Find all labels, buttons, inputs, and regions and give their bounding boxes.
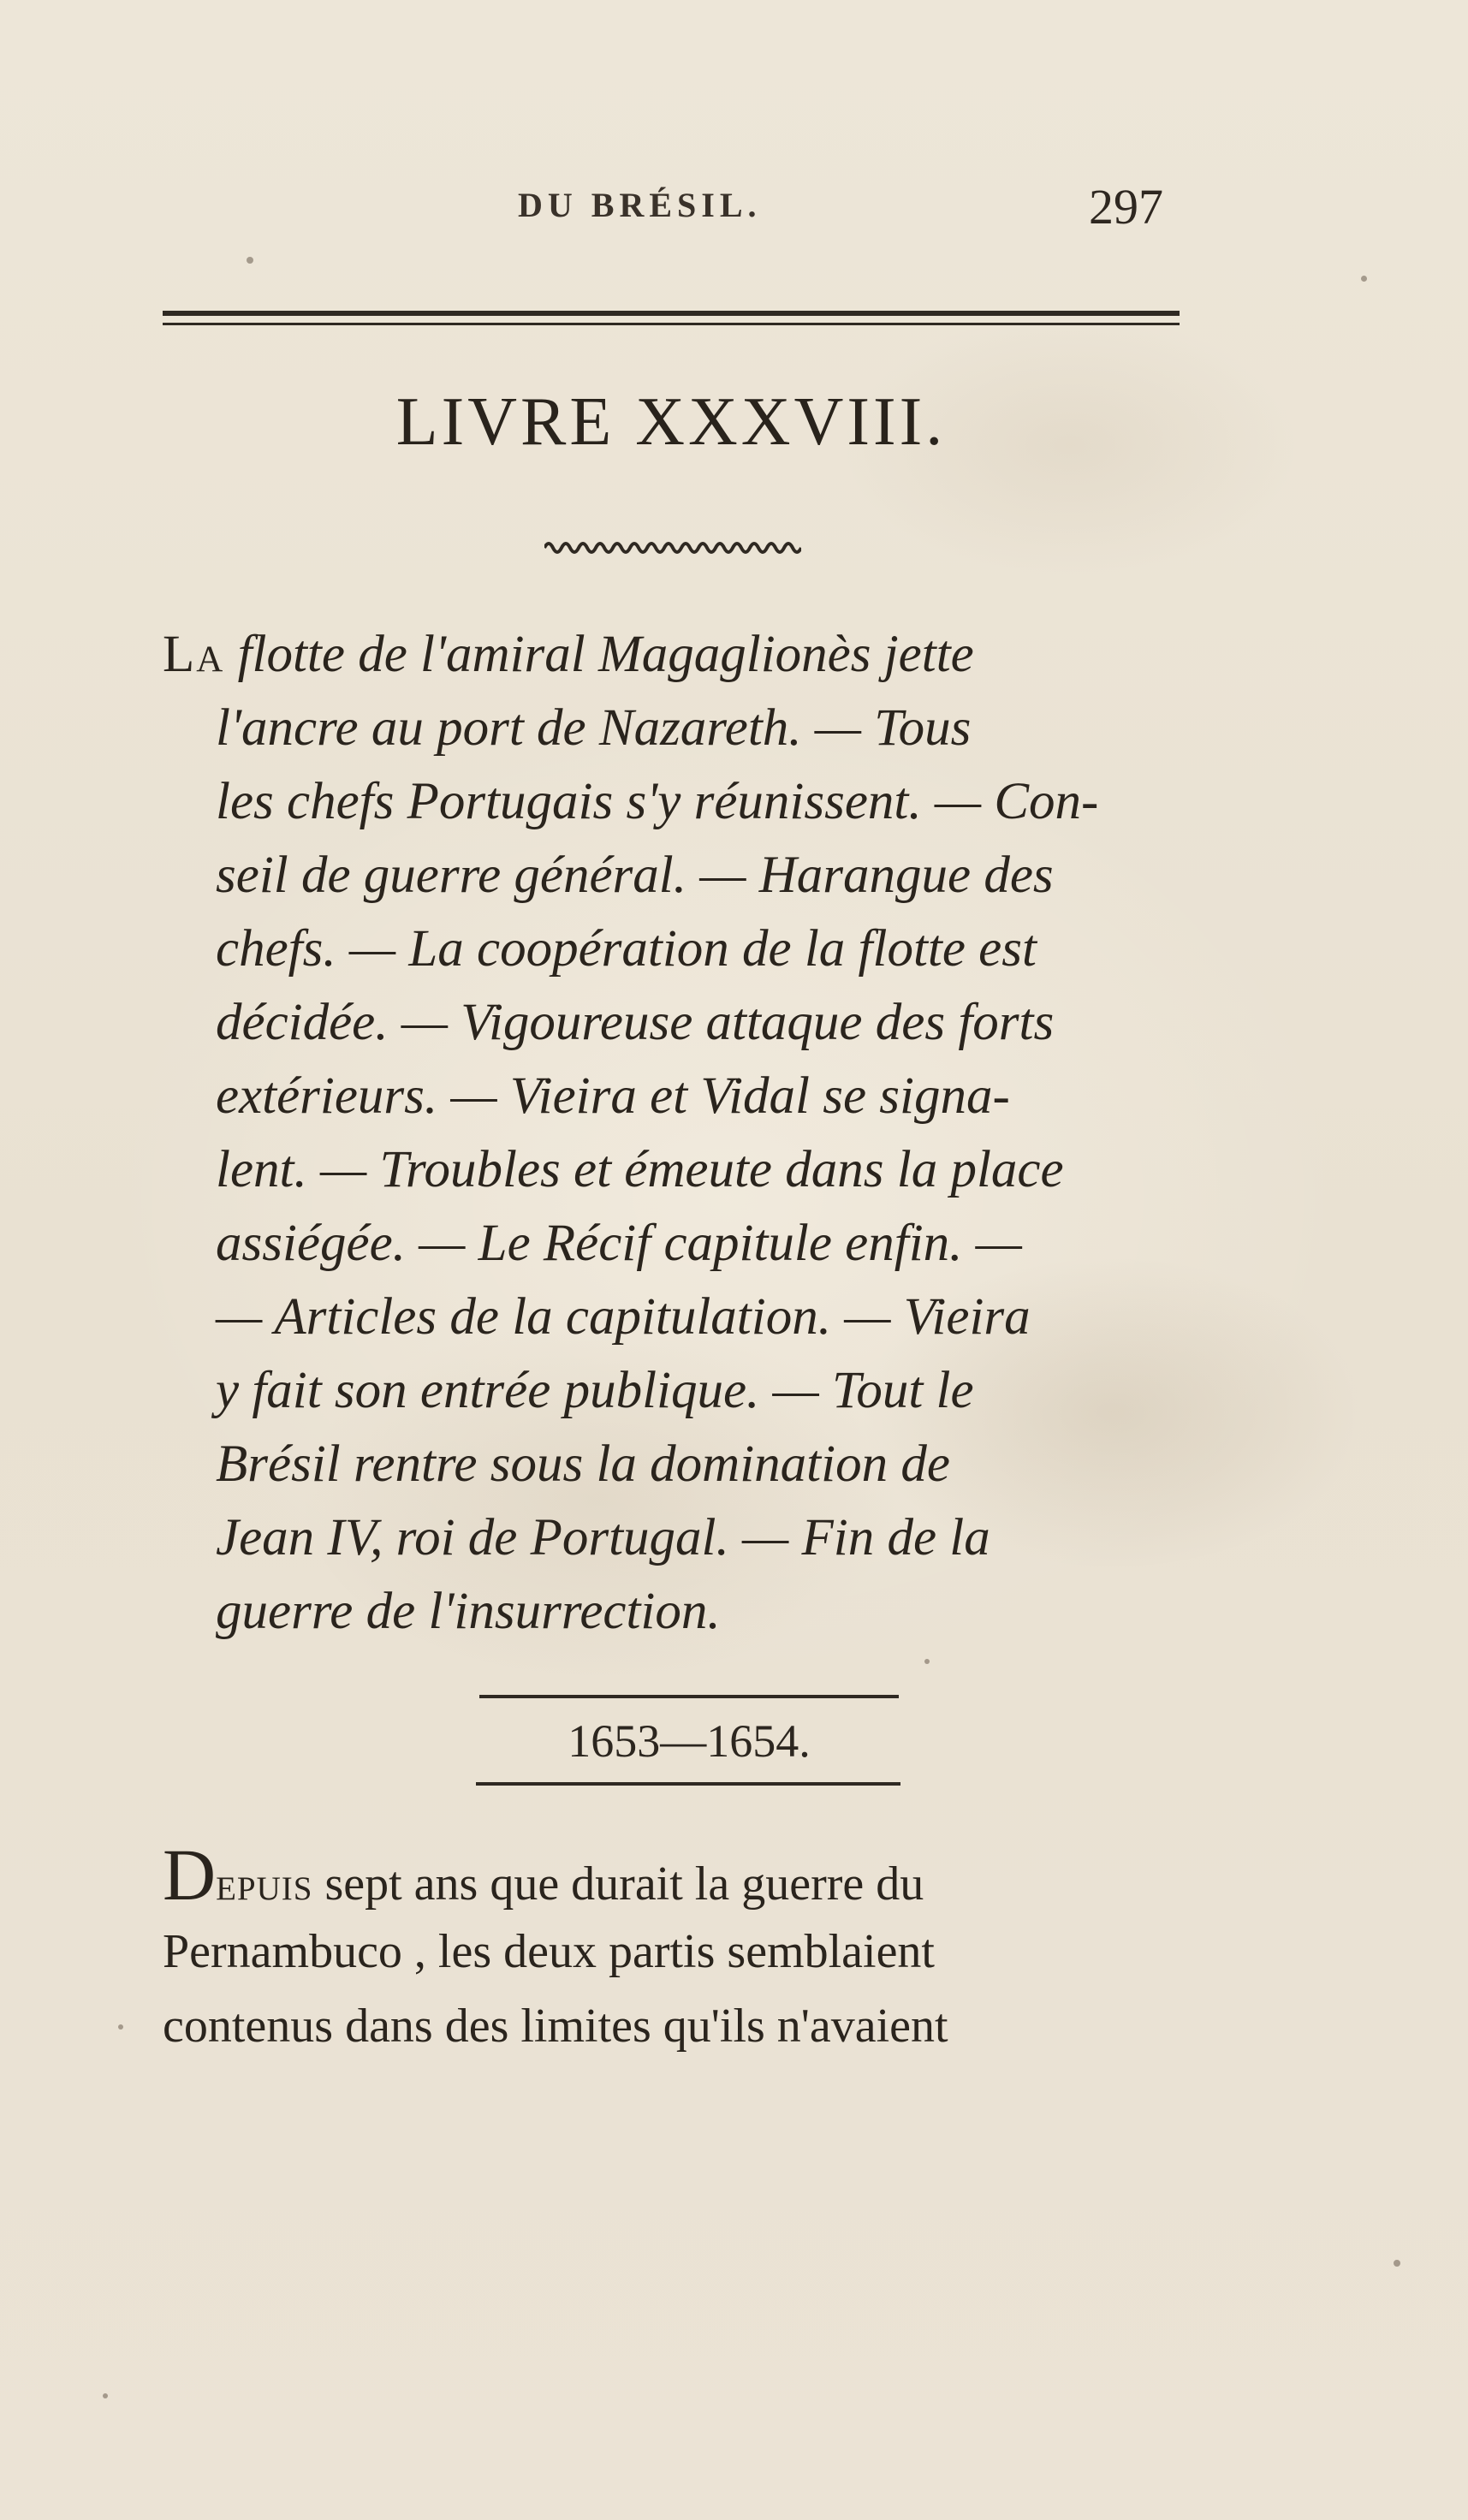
body-line-text: sept ans que durait la guerre du xyxy=(312,1857,924,1911)
summary-line: Jean IV, roi de Portugal. — Fin de la xyxy=(216,1509,990,1566)
summary-line: l'ancre au port de Nazareth. — Tous xyxy=(216,699,972,757)
body-line: Pernambuco , les deux partis semblaient xyxy=(163,1925,935,1978)
summary-line: les chefs Portugais s'y réunissent. — Con- xyxy=(216,773,1099,830)
date-rule-bottom xyxy=(476,1782,900,1786)
summary-line: extérieurs. — Vieira et Vidal se signa- xyxy=(216,1067,1010,1125)
paper-speck xyxy=(1361,276,1367,282)
summary-line-text: flotte de l'amiral Magaglionès jette xyxy=(224,626,974,683)
summary-line xyxy=(163,628,974,681)
running-title: DU BRÉSIL. xyxy=(518,186,762,224)
header-rule-thick xyxy=(163,311,1180,316)
summary-line: — Articles de la capitulation. — Vieira xyxy=(216,1288,1031,1346)
paper-speck xyxy=(924,1659,930,1664)
date-range: 1653—1654. xyxy=(568,1715,811,1767)
page-number: 297 xyxy=(1089,179,1163,235)
drop-cap: D xyxy=(163,1834,217,1916)
summary-line: seil de guerre général. — Harangue des xyxy=(216,847,1054,904)
paper-speck xyxy=(247,257,253,264)
summary-line: Brésil rentre sous la domination de xyxy=(216,1435,950,1493)
summary-line: guerre de l'insurrection. xyxy=(216,1583,721,1640)
chapter-title: LIVRE XXXVIII. xyxy=(395,384,947,460)
body-line xyxy=(163,1834,924,1916)
body-line: contenus dans des limites qu'ils n'avaient xyxy=(163,2000,948,2053)
wavy-ornament xyxy=(544,538,801,558)
summary-line: y fait son entrée publique. — Tout le xyxy=(216,1362,974,1419)
date-rule-top xyxy=(479,1695,899,1698)
header-rule-thin xyxy=(163,323,1180,325)
paper-speck xyxy=(103,2393,108,2398)
summary-first-word: La xyxy=(163,626,225,683)
summary-line: assiégée. — Le Récif capitule enfin. — xyxy=(216,1215,1022,1272)
summary-line: chefs. — La coopération de la flotte est xyxy=(216,920,1037,978)
paper-speck xyxy=(1394,2260,1400,2267)
paper-speck xyxy=(118,2024,123,2030)
summary-line: lent. — Troubles et émeute dans la place xyxy=(216,1141,1064,1198)
body-first-word: epuis xyxy=(216,1857,313,1911)
summary-line: décidée. — Vigoureuse attaque des forts xyxy=(216,994,1055,1051)
